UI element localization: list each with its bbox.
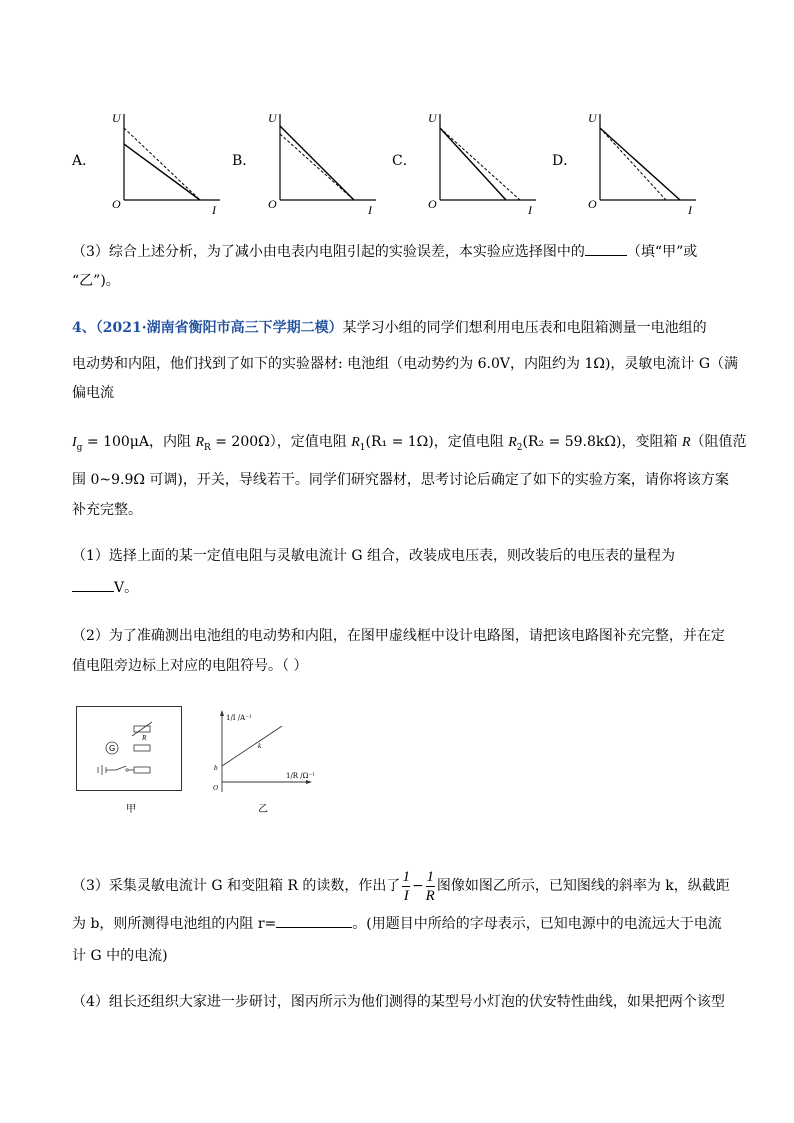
axis-i-label: I: [212, 203, 216, 217]
q4-sub3-line2: 为 b，则所测得电池组的内阻 r= 。(用题目中所给的字母表示，已知电源中的电流远大于电流: [72, 910, 722, 938]
q4-intro-line2: 电动势和内阻，他们找到了如下的实验器材: 电池组（电动势约为 6.0V，内阻约为 1Ω)，灵敏电流计 G（满: [72, 356, 739, 372]
axis-i-label: I: [368, 203, 372, 217]
option-d-label: D．: [552, 153, 578, 169]
prev-q3-line2: “乙”)。: [72, 273, 120, 289]
axis-o-label: O: [428, 197, 437, 211]
slope-label: k: [258, 742, 262, 750]
axis-o-label: O: [588, 197, 597, 211]
figure-jia-caption: 甲: [126, 804, 136, 815]
q4-sub1-line2: V。: [72, 574, 138, 602]
axis-u-label: U: [268, 111, 277, 125]
variable-resistor-label: R: [142, 734, 147, 742]
galvanometer-label: G: [109, 744, 116, 753]
q4-sub3-line1: （3）采集灵敏电流计 G 和变阻箱 R 的读数，作出了 $\frac{1}{I}$ − $\frac{1}{R}$ 图像如图乙所示，已知图线的斜率为 k，纵截距: [72, 868, 730, 904]
q4-intro-line5: 围 0~9.9Ω 可调)，开关，导线若干。同学们研究器材，思考讨论后确定了如下的实验方案，请你将该方案: [72, 472, 729, 488]
graph-option-d: [584, 108, 704, 218]
q4-intro-line6: 补充完整。: [72, 502, 142, 518]
q4-sub4-line1: （4）组长还组织大家进一步研讨，图丙所示为他们测得的某型号小灯泡的伏安特性曲线，如果把两个该型: [72, 994, 725, 1010]
origin-label: O: [213, 784, 219, 792]
answer-blank[interactable]: [585, 239, 627, 256]
option-a-label: A．: [72, 153, 97, 169]
q4-sub1-line1: （1）选择上面的某一定值电阻与灵敏电流计 G 组合，改装成电压表，则改装后的电压表的量程为: [72, 548, 675, 564]
figure-yi-caption: 乙: [258, 804, 268, 815]
axis-i-label: I: [688, 203, 692, 217]
axis-o-label: O: [268, 197, 277, 211]
axis-u-label: U: [588, 111, 597, 125]
figure-yi-graph: [206, 706, 316, 798]
q4-sub2-line1: （2）为了准确测出电池组的电动势和内阻，在图甲虚线框中设计电路图，请把该电路图补充完整，并在定: [72, 628, 725, 644]
option-c-label: C．: [392, 153, 417, 169]
graph-option-a: [108, 108, 228, 218]
x-axis-label: 1/R /Ω⁻¹: [286, 772, 315, 780]
figure-jia-circuit-box: [76, 706, 184, 796]
option-b-label: B．: [232, 153, 257, 169]
question-source: （2021·湖南省衡阳市高三下学期二模）: [95, 320, 343, 336]
q4-sub3-line3: 计 G 中的电流): [72, 948, 168, 964]
answer-blank[interactable]: [276, 911, 352, 928]
axis-u-label: U: [112, 111, 121, 125]
graph-option-c: [424, 108, 544, 218]
question-number: 4、: [72, 320, 96, 336]
q4-intro-line4: $I_g = 100\mu A$，内阻 $R_R = 200\Omega$），定值电阻 $R_1(R_1 = 1\Omega)$，定值电阻 $R_2(R_2 = 59.8k\Omega)$，变阻箱 R（阻值范: [72, 434, 747, 453]
axis-i-label: I: [528, 203, 532, 217]
graph-option-b: [264, 108, 384, 218]
q4-intro-line3: 偏电流: [72, 385, 114, 401]
q4-intro-line1: 4、（2021·湖南省衡阳市高三下学期二模）某学习小组的同学们想利用电压表和电阻箱测量一电池组的: [72, 320, 707, 336]
axis-u-label: U: [428, 111, 437, 125]
answer-blank[interactable]: [72, 575, 114, 592]
intercept-label: b: [214, 764, 218, 772]
axis-o-label: O: [112, 197, 121, 211]
y-axis-label: 1/I /A⁻¹: [226, 714, 252, 722]
fraction-1-over-r: $\frac{1}{R}$: [425, 868, 435, 904]
q4-sub2-line2: 值电阻旁边标上对应的电阻符号。（ ）: [72, 658, 308, 674]
prev-q3-line1: （3）综合上述分析，为了减小由电表内电阻引起的实验误差，本实验应选择图中的 （填“甲”或: [72, 238, 697, 266]
fraction-1-over-i: $\frac{1}{I}$: [402, 868, 410, 904]
